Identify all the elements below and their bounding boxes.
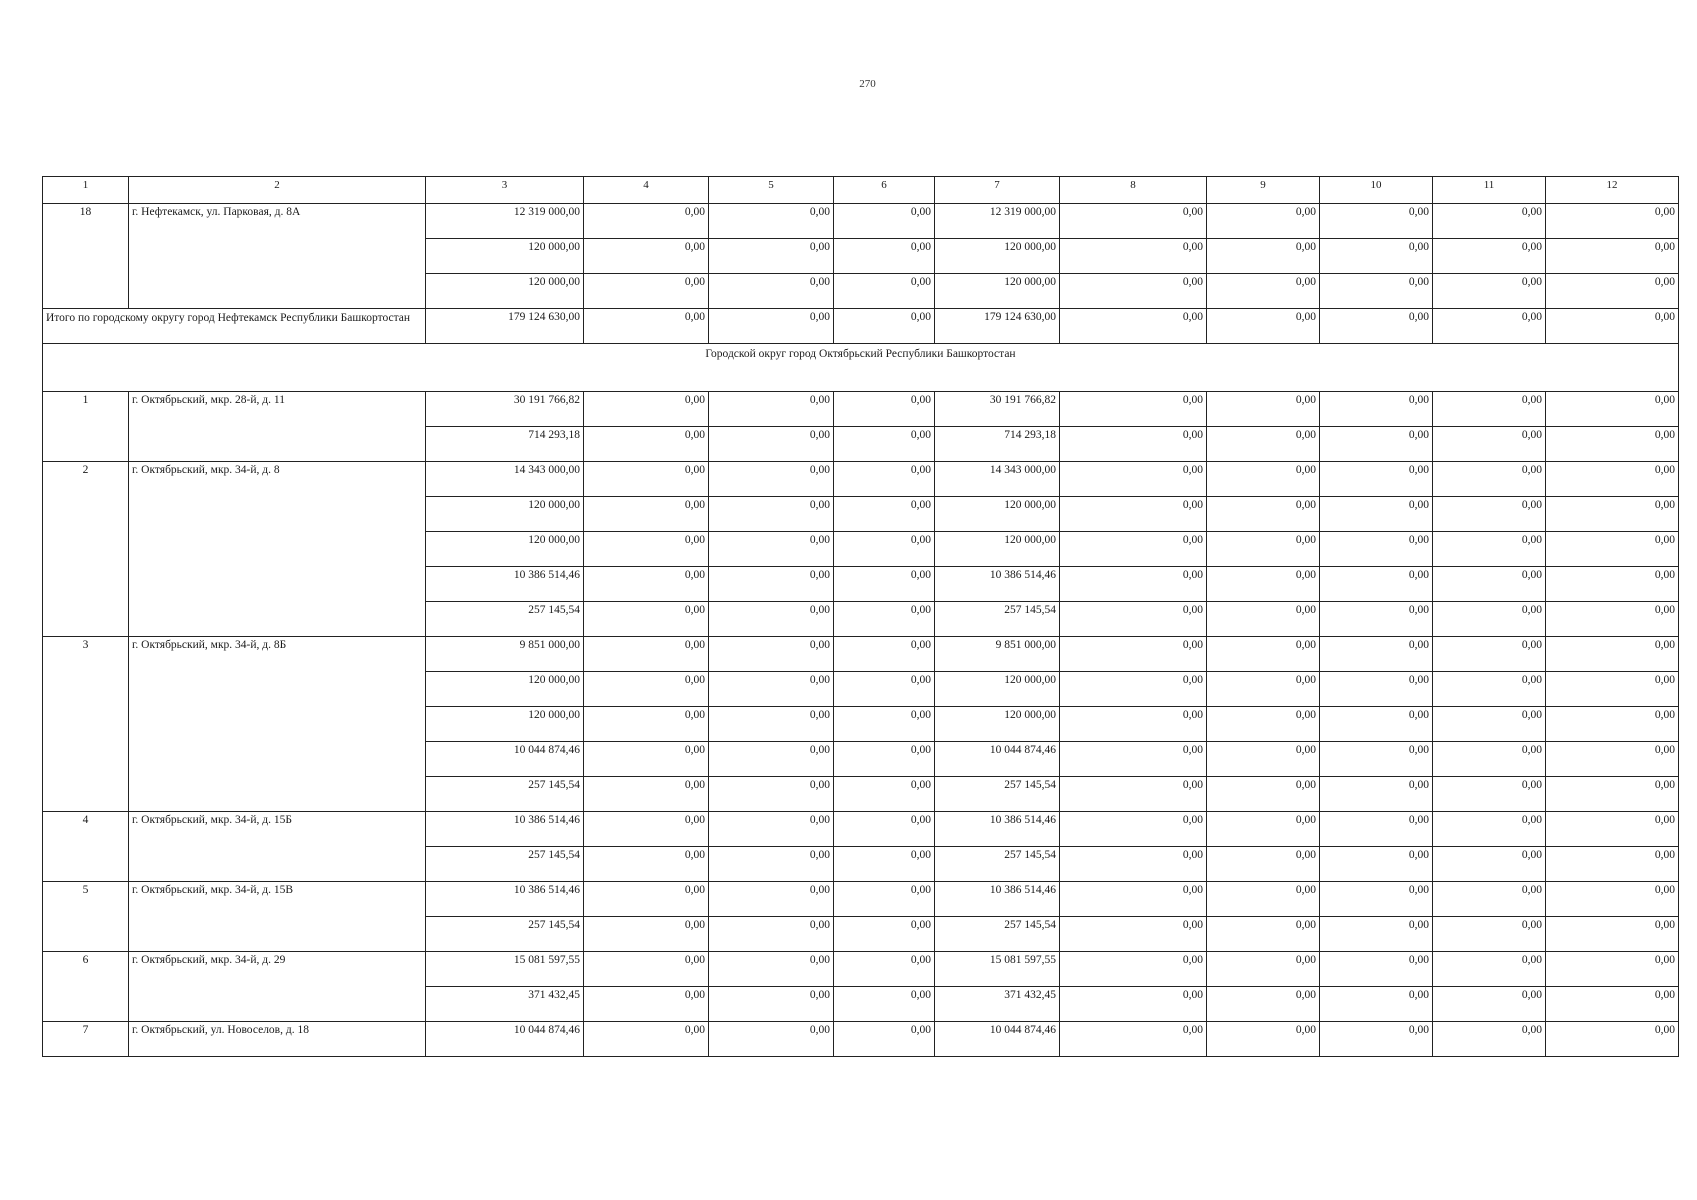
value-cell: 0,00 (1433, 707, 1546, 742)
value-cell: 0,00 (1433, 567, 1546, 602)
value-cell: 0,00 (1320, 532, 1433, 567)
value-cell: 0,00 (709, 392, 834, 427)
value-cell: 0,00 (1320, 274, 1433, 309)
value-cell: 0,00 (709, 602, 834, 637)
row-number: 3 (43, 637, 129, 812)
value-cell: 0,00 (1207, 882, 1320, 917)
value-cell: 0,00 (1320, 917, 1433, 952)
value-cell: 179 124 630,00 (426, 309, 584, 344)
value-cell: 0,00 (1207, 274, 1320, 309)
value-cell: 257 145,54 (426, 847, 584, 882)
value-cell: 0,00 (584, 532, 709, 567)
value-cell: 0,00 (1433, 462, 1546, 497)
value-cell: 0,00 (1433, 672, 1546, 707)
value-cell: 0,00 (584, 497, 709, 532)
value-cell: 0,00 (1546, 239, 1679, 274)
value-cell: 0,00 (709, 847, 834, 882)
value-cell: 10 386 514,46 (935, 812, 1060, 847)
value-cell: 120 000,00 (935, 497, 1060, 532)
value-cell: 0,00 (709, 462, 834, 497)
value-cell: 0,00 (834, 777, 935, 812)
value-cell: 0,00 (1433, 204, 1546, 239)
value-cell: 0,00 (1207, 309, 1320, 344)
value-cell: 0,00 (1433, 742, 1546, 777)
column-header: 2 (129, 177, 426, 204)
value-cell: 0,00 (834, 462, 935, 497)
value-cell: 0,00 (709, 917, 834, 952)
value-cell: 0,00 (1060, 742, 1207, 777)
value-cell: 0,00 (709, 952, 834, 987)
column-number-header (43, 177, 1679, 204)
row-number: 2 (43, 462, 129, 637)
value-cell: 0,00 (709, 497, 834, 532)
value-cell: 0,00 (1320, 567, 1433, 602)
value-cell: 0,00 (1060, 427, 1207, 462)
column-header: 5 (709, 177, 834, 204)
value-cell: 0,00 (834, 497, 935, 532)
value-cell: 0,00 (1207, 1022, 1320, 1057)
value-cell: 0,00 (1060, 497, 1207, 532)
value-cell: 0,00 (1546, 602, 1679, 637)
value-cell: 0,00 (1320, 637, 1433, 672)
value-cell: 10 386 514,46 (935, 567, 1060, 602)
row-number: 5 (43, 882, 129, 952)
value-cell: 0,00 (834, 637, 935, 672)
value-cell: 257 145,54 (426, 777, 584, 812)
value-cell: 0,00 (834, 204, 935, 239)
value-cell: 0,00 (584, 952, 709, 987)
funding-table (42, 176, 1679, 1057)
value-cell: 0,00 (1207, 952, 1320, 987)
table-row (43, 204, 1679, 239)
value-cell: 15 081 597,55 (426, 952, 584, 987)
value-cell: 0,00 (1433, 1022, 1546, 1057)
value-cell: 30 191 766,82 (426, 392, 584, 427)
section-title: Городской округ город Октябрьский Республики Башкортостан (43, 344, 1679, 392)
address-cell: г. Октябрьский, мкр. 34-й, д. 15В (129, 882, 426, 952)
value-cell: 0,00 (1320, 882, 1433, 917)
value-cell: 0,00 (1546, 987, 1679, 1022)
value-cell: 0,00 (1207, 637, 1320, 672)
value-cell: 0,00 (709, 274, 834, 309)
value-cell: 120 000,00 (426, 707, 584, 742)
value-cell: 0,00 (709, 427, 834, 462)
value-cell: 0,00 (1060, 309, 1207, 344)
address-cell: г. Октябрьский, мкр. 34-й, д. 29 (129, 952, 426, 1022)
value-cell: 0,00 (1207, 707, 1320, 742)
row-number: 4 (43, 812, 129, 882)
column-header: 3 (426, 177, 584, 204)
value-cell: 10 044 874,46 (426, 742, 584, 777)
address-cell: г. Октябрьский, мкр. 28-й, д. 11 (129, 392, 426, 462)
value-cell: 0,00 (834, 532, 935, 567)
value-cell: 0,00 (1207, 239, 1320, 274)
value-cell: 0,00 (1320, 309, 1433, 344)
value-cell: 0,00 (1433, 812, 1546, 847)
value-cell: 120 000,00 (935, 274, 1060, 309)
column-header: 8 (1060, 177, 1207, 204)
value-cell: 0,00 (584, 812, 709, 847)
value-cell: 0,00 (1320, 239, 1433, 274)
value-cell: 120 000,00 (426, 672, 584, 707)
value-cell: 0,00 (709, 309, 834, 344)
value-cell: 120 000,00 (426, 497, 584, 532)
column-header: 12 (1546, 177, 1679, 204)
value-cell: 0,00 (584, 707, 709, 742)
value-cell: 0,00 (584, 274, 709, 309)
value-cell: 0,00 (834, 239, 935, 274)
value-cell: 0,00 (584, 882, 709, 917)
value-cell: 0,00 (584, 777, 709, 812)
value-cell: 120 000,00 (935, 532, 1060, 567)
value-cell: 0,00 (709, 742, 834, 777)
value-cell: 0,00 (1060, 532, 1207, 567)
value-cell: 0,00 (834, 602, 935, 637)
value-cell: 0,00 (1433, 987, 1546, 1022)
value-cell: 0,00 (1320, 847, 1433, 882)
value-cell: 0,00 (709, 882, 834, 917)
address-cell: г. Октябрьский, мкр. 34-й, д. 8 (129, 462, 426, 637)
value-cell: 0,00 (1320, 497, 1433, 532)
value-cell: 0,00 (1320, 742, 1433, 777)
value-cell: 0,00 (1207, 497, 1320, 532)
value-cell: 0,00 (1207, 392, 1320, 427)
value-cell: 0,00 (584, 987, 709, 1022)
value-cell: 9 851 000,00 (426, 637, 584, 672)
value-cell: 0,00 (1060, 274, 1207, 309)
value-cell: 0,00 (1546, 812, 1679, 847)
value-cell: 0,00 (1320, 602, 1433, 637)
value-cell: 0,00 (1207, 204, 1320, 239)
column-header: 7 (935, 177, 1060, 204)
value-cell: 371 432,45 (426, 987, 584, 1022)
value-cell: 0,00 (1546, 742, 1679, 777)
value-cell: 0,00 (584, 204, 709, 239)
value-cell: 0,00 (834, 952, 935, 987)
value-cell: 0,00 (1546, 309, 1679, 344)
value-cell: 0,00 (834, 707, 935, 742)
value-cell: 0,00 (1060, 812, 1207, 847)
value-cell: 0,00 (1433, 637, 1546, 672)
value-cell: 257 145,54 (935, 847, 1060, 882)
value-cell: 0,00 (1060, 637, 1207, 672)
address-cell: г. Октябрьский, мкр. 34-й, д. 15Б (129, 812, 426, 882)
value-cell: 10 044 874,46 (426, 1022, 584, 1057)
value-cell: 0,00 (1207, 812, 1320, 847)
value-cell: 0,00 (709, 777, 834, 812)
value-cell: 0,00 (1207, 567, 1320, 602)
value-cell: 0,00 (1546, 462, 1679, 497)
value-cell: 0,00 (1060, 672, 1207, 707)
value-cell: 257 145,54 (935, 777, 1060, 812)
value-cell: 0,00 (1546, 917, 1679, 952)
value-cell: 0,00 (1320, 672, 1433, 707)
address-cell: г. Октябрьский, ул. Новоселов, д. 18 (129, 1022, 426, 1057)
value-cell: 120 000,00 (426, 274, 584, 309)
value-cell: 0,00 (1320, 427, 1433, 462)
value-cell: 0,00 (1060, 602, 1207, 637)
value-cell: 0,00 (584, 742, 709, 777)
value-cell: 0,00 (834, 987, 935, 1022)
value-cell: 0,00 (1207, 672, 1320, 707)
value-cell: 0,00 (834, 917, 935, 952)
table-row (43, 637, 1679, 672)
value-cell: 0,00 (1320, 987, 1433, 1022)
address-cell: г. Нефтекамск, ул. Парковая, д. 8А (129, 204, 426, 309)
table-row (43, 952, 1679, 987)
value-cell: 15 081 597,55 (935, 952, 1060, 987)
value-cell: 0,00 (1546, 952, 1679, 987)
total-label: Итого по городскому округу город Нефтекамск Республики Башкортостан (43, 309, 426, 344)
value-cell: 0,00 (1433, 532, 1546, 567)
value-cell: 0,00 (709, 204, 834, 239)
value-cell: 0,00 (1207, 987, 1320, 1022)
value-cell: 0,00 (1433, 602, 1546, 637)
value-cell: 10 386 514,46 (426, 812, 584, 847)
value-cell: 0,00 (1546, 427, 1679, 462)
row-number: 18 (43, 204, 129, 309)
table-row (43, 392, 1679, 427)
value-cell: 0,00 (1060, 707, 1207, 742)
value-cell: 0,00 (584, 427, 709, 462)
value-cell: 257 145,54 (935, 602, 1060, 637)
value-cell: 0,00 (1207, 847, 1320, 882)
value-cell: 120 000,00 (426, 239, 584, 274)
value-cell: 0,00 (1546, 567, 1679, 602)
address-cell: г. Октябрьский, мкр. 34-й, д. 8Б (129, 637, 426, 812)
value-cell: 714 293,18 (935, 427, 1060, 462)
value-cell: 0,00 (1433, 309, 1546, 344)
value-cell: 0,00 (1433, 952, 1546, 987)
value-cell: 12 319 000,00 (935, 204, 1060, 239)
value-cell: 0,00 (1546, 707, 1679, 742)
value-cell: 0,00 (1546, 274, 1679, 309)
section-row (43, 344, 1679, 392)
value-cell: 0,00 (1546, 882, 1679, 917)
value-cell: 120 000,00 (935, 672, 1060, 707)
value-cell: 0,00 (584, 672, 709, 707)
value-cell: 0,00 (709, 567, 834, 602)
value-cell: 120 000,00 (935, 239, 1060, 274)
value-cell: 0,00 (834, 309, 935, 344)
value-cell: 0,00 (1060, 392, 1207, 427)
value-cell: 0,00 (709, 532, 834, 567)
value-cell: 9 851 000,00 (935, 637, 1060, 672)
value-cell: 0,00 (584, 602, 709, 637)
value-cell: 0,00 (1546, 777, 1679, 812)
value-cell: 0,00 (1320, 392, 1433, 427)
value-cell: 257 145,54 (426, 602, 584, 637)
value-cell: 0,00 (1546, 847, 1679, 882)
value-cell: 0,00 (1060, 847, 1207, 882)
value-cell: 0,00 (1207, 427, 1320, 462)
column-header: 6 (834, 177, 935, 204)
value-cell: 0,00 (709, 239, 834, 274)
value-cell: 0,00 (709, 637, 834, 672)
value-cell: 0,00 (1546, 672, 1679, 707)
value-cell: 0,00 (1060, 567, 1207, 602)
value-cell: 10 386 514,46 (426, 567, 584, 602)
value-cell: 0,00 (1546, 1022, 1679, 1057)
value-cell: 0,00 (709, 672, 834, 707)
table-row (43, 882, 1679, 917)
value-cell: 0,00 (584, 637, 709, 672)
value-cell: 0,00 (1207, 777, 1320, 812)
value-cell: 0,00 (584, 1022, 709, 1057)
value-cell: 0,00 (709, 812, 834, 847)
value-cell: 0,00 (1320, 1022, 1433, 1057)
value-cell: 0,00 (584, 462, 709, 497)
value-cell: 120 000,00 (935, 707, 1060, 742)
total-row (43, 309, 1679, 344)
value-cell: 14 343 000,00 (935, 462, 1060, 497)
column-header: 1 (43, 177, 129, 204)
column-header: 11 (1433, 177, 1546, 204)
value-cell: 0,00 (1433, 392, 1546, 427)
value-cell: 0,00 (1433, 274, 1546, 309)
value-cell: 0,00 (1546, 204, 1679, 239)
value-cell: 0,00 (1060, 917, 1207, 952)
value-cell: 714 293,18 (426, 427, 584, 462)
value-cell: 10 386 514,46 (426, 882, 584, 917)
value-cell: 0,00 (1060, 882, 1207, 917)
value-cell: 0,00 (1060, 239, 1207, 274)
value-cell: 257 145,54 (426, 917, 584, 952)
value-cell: 0,00 (709, 707, 834, 742)
value-cell: 0,00 (584, 917, 709, 952)
value-cell: 0,00 (1060, 1022, 1207, 1057)
value-cell: 371 432,45 (935, 987, 1060, 1022)
value-cell: 0,00 (1060, 204, 1207, 239)
value-cell: 12 319 000,00 (426, 204, 584, 239)
value-cell: 10 044 874,46 (935, 1022, 1060, 1057)
value-cell: 0,00 (1207, 917, 1320, 952)
value-cell: 0,00 (1207, 602, 1320, 637)
value-cell: 14 343 000,00 (426, 462, 584, 497)
value-cell: 0,00 (834, 672, 935, 707)
value-cell: 0,00 (584, 567, 709, 602)
column-header: 4 (584, 177, 709, 204)
value-cell: 0,00 (584, 392, 709, 427)
value-cell: 0,00 (1546, 497, 1679, 532)
value-cell: 0,00 (1320, 952, 1433, 987)
value-cell: 0,00 (1546, 392, 1679, 427)
value-cell: 0,00 (1320, 707, 1433, 742)
value-cell: 0,00 (1546, 637, 1679, 672)
value-cell: 10 386 514,46 (935, 882, 1060, 917)
value-cell: 0,00 (834, 812, 935, 847)
value-cell: 0,00 (1060, 777, 1207, 812)
value-cell: 0,00 (1433, 917, 1546, 952)
value-cell: 0,00 (1060, 462, 1207, 497)
value-cell: 0,00 (1433, 427, 1546, 462)
value-cell: 0,00 (1320, 462, 1433, 497)
value-cell: 30 191 766,82 (935, 392, 1060, 427)
value-cell: 0,00 (1433, 239, 1546, 274)
value-cell: 0,00 (834, 274, 935, 309)
value-cell: 0,00 (1433, 847, 1546, 882)
value-cell: 0,00 (1207, 532, 1320, 567)
value-cell: 0,00 (834, 742, 935, 777)
value-cell: 0,00 (1320, 812, 1433, 847)
row-number: 1 (43, 392, 129, 462)
table-row (43, 812, 1679, 847)
value-cell: 0,00 (1433, 882, 1546, 917)
value-cell: 0,00 (834, 847, 935, 882)
table-row (43, 1022, 1679, 1057)
value-cell: 0,00 (1320, 777, 1433, 812)
column-header: 10 (1320, 177, 1433, 204)
table-row (43, 462, 1679, 497)
value-cell: 0,00 (1433, 497, 1546, 532)
table-body (43, 177, 1679, 1057)
value-cell: 0,00 (834, 1022, 935, 1057)
value-cell: 10 044 874,46 (935, 742, 1060, 777)
value-cell: 0,00 (1207, 742, 1320, 777)
column-header: 9 (1207, 177, 1320, 204)
value-cell: 0,00 (584, 239, 709, 274)
value-cell: 0,00 (1207, 462, 1320, 497)
value-cell: 0,00 (1320, 204, 1433, 239)
row-number: 7 (43, 1022, 129, 1057)
value-cell: 0,00 (834, 427, 935, 462)
value-cell: 0,00 (584, 847, 709, 882)
value-cell: 0,00 (584, 309, 709, 344)
value-cell: 0,00 (709, 1022, 834, 1057)
value-cell: 257 145,54 (935, 917, 1060, 952)
value-cell: 179 124 630,00 (935, 309, 1060, 344)
value-cell: 0,00 (709, 987, 834, 1022)
value-cell: 0,00 (834, 392, 935, 427)
value-cell: 0,00 (1546, 532, 1679, 567)
value-cell: 0,00 (1433, 777, 1546, 812)
value-cell: 0,00 (1060, 952, 1207, 987)
value-cell: 0,00 (834, 882, 935, 917)
page-number: 270 (859, 78, 876, 90)
value-cell: 0,00 (834, 567, 935, 602)
value-cell: 120 000,00 (426, 532, 584, 567)
row-number: 6 (43, 952, 129, 1022)
value-cell: 0,00 (1060, 987, 1207, 1022)
